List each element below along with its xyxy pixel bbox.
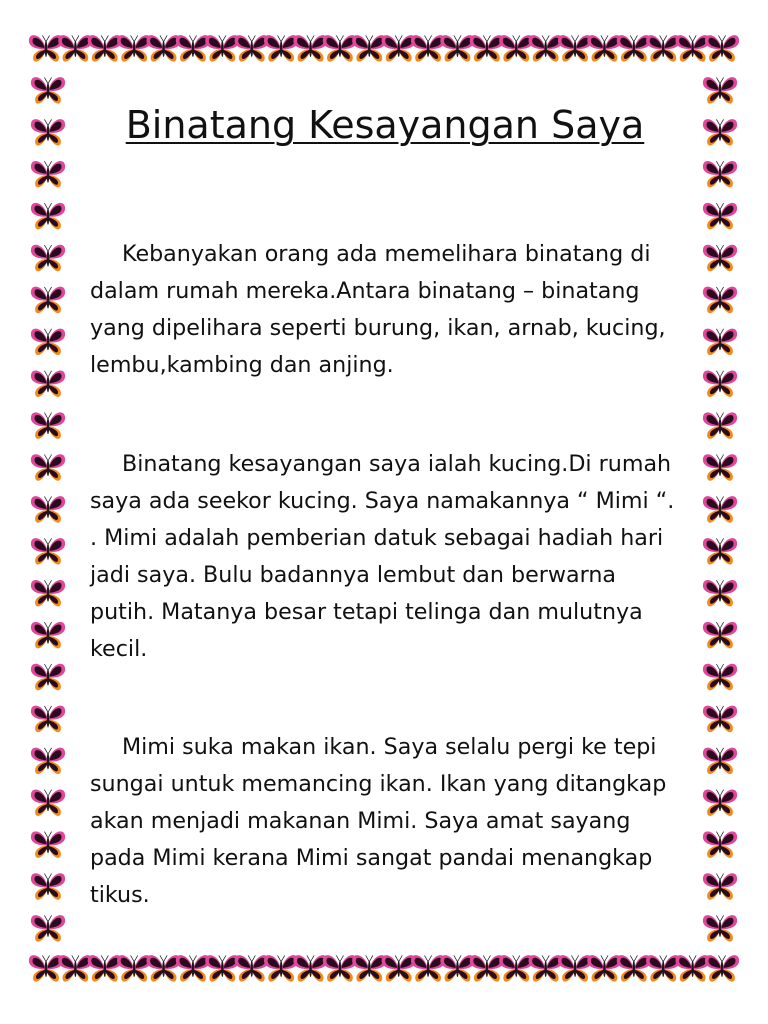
butterfly-icon <box>703 287 737 313</box>
butterfly-icon <box>31 161 65 187</box>
paragraph-line: yang dipelihara seperti burung, ikan, arnab, kucing, <box>90 315 666 341</box>
butterfly-icon <box>352 35 386 61</box>
paragraph-line: kecil. <box>90 636 148 662</box>
butterfly-icon <box>703 789 737 815</box>
butterfly-icon <box>558 955 592 981</box>
paragraph-line: akan menjadi makanan Mimi. Saya amat sayang <box>90 808 631 834</box>
butterfly-icon <box>703 245 737 271</box>
paragraph-2 <box>90 446 680 668</box>
butterfly-icon <box>176 35 210 61</box>
butterfly-icon <box>703 873 737 899</box>
paragraph-line: . Mimi adalah pemberian datuk sebagai hadiah hari <box>90 525 664 551</box>
butterfly-icon <box>176 955 210 981</box>
butterfly-icon <box>703 370 737 396</box>
butterfly-icon <box>117 955 151 981</box>
butterfly-icon <box>499 35 533 61</box>
butterfly-icon <box>323 35 357 61</box>
butterfly-icon <box>529 35 563 61</box>
butterfly-icon <box>703 538 737 564</box>
butterfly-icon <box>31 580 65 606</box>
paragraph-line: putih. Matanya besar tetapi telinga dan mulutnya <box>90 599 643 625</box>
butterfly-icon <box>703 77 737 103</box>
butterfly-icon <box>58 35 92 61</box>
paragraph-3 <box>90 729 680 914</box>
butterfly-icon <box>31 454 65 480</box>
butterfly-icon <box>703 412 737 438</box>
butterfly-icon <box>31 496 65 522</box>
butterfly-icon <box>31 873 65 899</box>
butterfly-icon <box>411 955 445 981</box>
butterfly-icon <box>703 161 737 187</box>
paragraph-line: sungai untuk memancing ikan. Ikan yang ditangkap <box>90 771 667 797</box>
butterfly-icon <box>146 955 180 981</box>
butterfly-icon <box>703 622 737 648</box>
butterfly-icon <box>146 35 180 61</box>
butterfly-icon <box>235 955 269 981</box>
paragraph-line: saya ada seekor kucing. Saya namakannya “ Mimi “. <box>90 488 675 514</box>
butterfly-icon <box>499 955 533 981</box>
butterfly-icon <box>293 955 327 981</box>
butterfly-icon <box>29 955 63 981</box>
paragraph-line: jadi saya. Bulu badannya lembut dan berwarna <box>90 562 616 588</box>
butterfly-icon <box>31 370 65 396</box>
butterfly-icon <box>31 706 65 732</box>
butterfly-icon <box>617 35 651 61</box>
butterfly-icon <box>705 955 739 981</box>
butterfly-icon <box>703 580 737 606</box>
butterfly-icon <box>205 35 239 61</box>
paragraph-line: Mimi suka makan ikan. Saya selalu pergi ke tepi <box>122 734 657 760</box>
butterfly-icon <box>703 329 737 355</box>
paragraph-line: lembu,kambing dan anjing. <box>90 352 394 378</box>
butterfly-icon <box>323 955 357 981</box>
butterfly-icon <box>264 955 298 981</box>
butterfly-icon <box>31 831 65 857</box>
paragraph-1 <box>90 236 680 384</box>
butterfly-icon <box>29 35 63 61</box>
butterfly-icon <box>31 664 65 690</box>
butterfly-icon <box>676 955 710 981</box>
butterfly-icon <box>88 35 122 61</box>
butterfly-icon <box>31 329 65 355</box>
butterfly-icon <box>703 664 737 690</box>
butterfly-icon <box>205 955 239 981</box>
butterfly-icon <box>703 748 737 774</box>
butterfly-icon <box>411 35 445 61</box>
butterfly-icon <box>58 955 92 981</box>
butterfly-icon <box>293 35 327 61</box>
butterfly-icon <box>703 454 737 480</box>
butterfly-icon <box>529 955 563 981</box>
butterfly-icon <box>558 35 592 61</box>
butterfly-icon <box>31 77 65 103</box>
butterfly-icon <box>470 955 504 981</box>
butterfly-icon <box>31 538 65 564</box>
butterfly-icon <box>587 35 621 61</box>
paragraph-line: pada Mimi kerana Mimi sangat pandai menangkap <box>90 845 653 871</box>
paragraph-line: Kebanyakan orang ada memelihara binatang di <box>122 241 651 267</box>
butterfly-icon <box>703 203 737 229</box>
butterfly-icon <box>703 706 737 732</box>
butterfly-icon <box>31 412 65 438</box>
butterfly-icon <box>470 35 504 61</box>
butterfly-icon <box>587 955 621 981</box>
butterfly-icon <box>31 748 65 774</box>
butterfly-icon <box>31 203 65 229</box>
butterfly-icon <box>382 955 416 981</box>
butterfly-icon <box>703 496 737 522</box>
butterfly-icon <box>31 245 65 271</box>
page-title: Binatang Kesayangan Saya <box>125 103 645 147</box>
butterfly-icon <box>703 119 737 145</box>
butterfly-icon <box>117 35 151 61</box>
butterfly-icon <box>646 955 680 981</box>
butterfly-icon <box>617 955 651 981</box>
butterfly-icon <box>352 955 386 981</box>
butterfly-icon <box>703 831 737 857</box>
butterfly-icon <box>31 789 65 815</box>
butterfly-icon <box>264 35 298 61</box>
paragraph-line: Binatang kesayangan saya ialah kucing.Di rumah <box>122 451 672 477</box>
butterfly-icon <box>382 35 416 61</box>
butterfly-icon <box>676 35 710 61</box>
butterfly-icon <box>646 35 680 61</box>
butterfly-icon <box>440 955 474 981</box>
paragraph-line: tikus. <box>90 882 150 908</box>
butterfly-icon <box>235 35 269 61</box>
butterfly-icon <box>31 119 65 145</box>
paragraph-line: dalam rumah mereka.Antara binatang – binatang <box>90 278 640 304</box>
butterfly-icon <box>705 35 739 61</box>
butterfly-icon <box>88 955 122 981</box>
butterfly-icon <box>31 287 65 313</box>
butterfly-icon <box>31 915 65 941</box>
butterfly-icon <box>440 35 474 61</box>
butterfly-icon <box>31 622 65 648</box>
butterfly-icon <box>703 915 737 941</box>
